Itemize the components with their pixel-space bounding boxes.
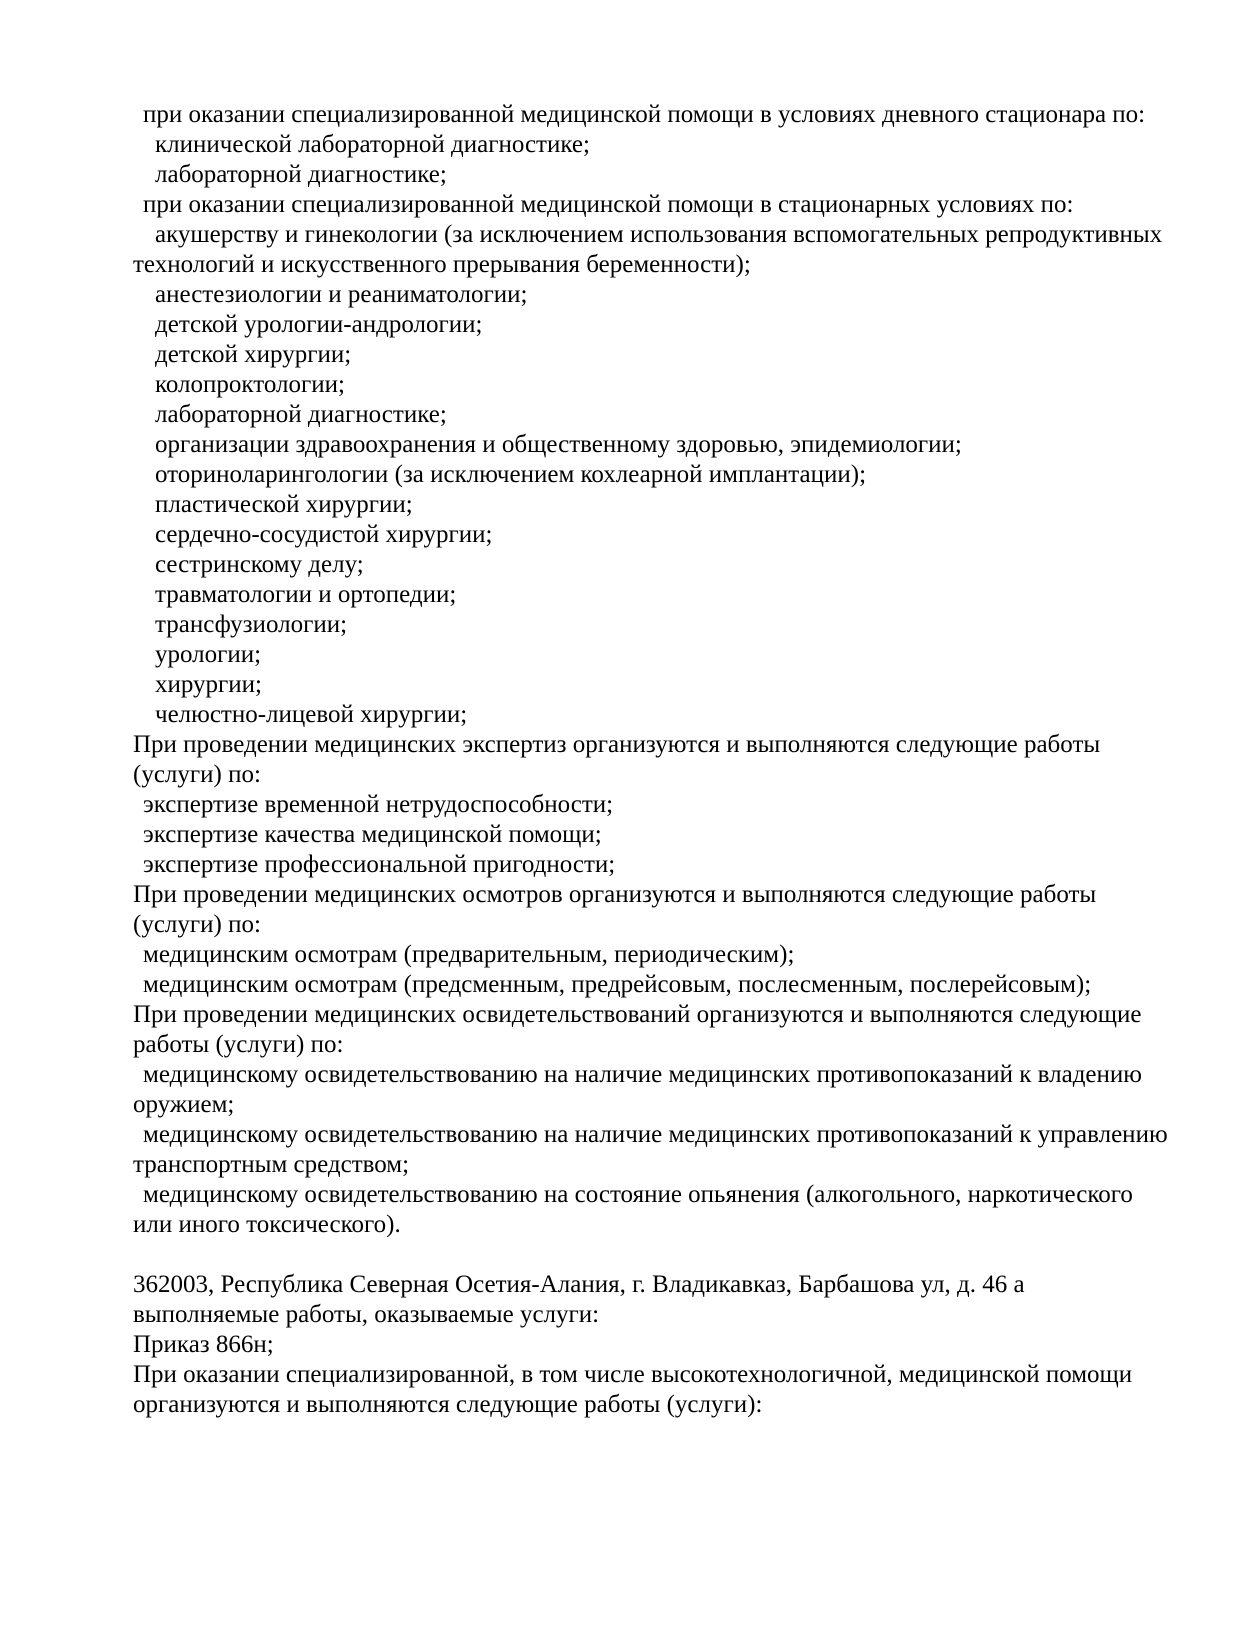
text-line: (услуги) по: bbox=[133, 911, 261, 938]
text-line: при оказании специализированной медицинской помощи в условиях дневного стационара по: bbox=[143, 101, 1146, 128]
text-line: сердечно-сосудистой хирургии; bbox=[155, 521, 493, 548]
text-line: лабораторной диагностике; bbox=[155, 401, 447, 428]
text-line: или иного токсического). bbox=[133, 1211, 401, 1238]
text-line: При проведении медицинских освидетельствований организуются и выполняются следующие bbox=[133, 1001, 1142, 1028]
text-line: 362003, Республика Северная Осетия-Алания, г. Владикавказ, Барбашова ул, д. 46 а bbox=[133, 1271, 1025, 1298]
text-line: экспертизе качества медицинской помощи; bbox=[143, 821, 602, 848]
text-line: оториноларингологии (за исключением кохлеарной имплантации); bbox=[155, 461, 867, 488]
text-line: акушерству и гинекологии (за исключением использования вспомогательных репродуктивных bbox=[155, 221, 1163, 248]
text-line: трансфузиологии; bbox=[155, 611, 348, 638]
text-line: колопроктологии; bbox=[155, 371, 345, 398]
text-line: организации здравоохранения и общественному здоровью, эпидемиологии; bbox=[155, 431, 962, 458]
text-line: медицинскому освидетельствованию на наличие медицинских противопоказаний к владению bbox=[143, 1061, 1142, 1088]
text-line: сестринскому делу; bbox=[155, 551, 364, 578]
text-line: работы (услуги) по: bbox=[133, 1031, 344, 1058]
text-line: при оказании специализированной медицинской помощи в стационарных условиях по: bbox=[143, 191, 1074, 218]
text-line: экспертизе профессиональной пригодности; bbox=[143, 851, 616, 878]
text-line: транспортным средством; bbox=[133, 1151, 410, 1178]
text-line: медицинскому освидетельствованию на наличие медицинских противопоказаний к управлению bbox=[143, 1121, 1168, 1148]
document-text-block bbox=[133, 100, 1168, 1420]
text-line: травматологии и ортопедии; bbox=[155, 581, 457, 608]
text-line: При проведении медицинских осмотров организуются и выполняются следующие работы bbox=[133, 881, 1097, 908]
text-line: выполняемые работы, оказываемые услуги: bbox=[133, 1301, 600, 1328]
text-line: медицинскому освидетельствованию на состояние опьянения (алкогольного, наркотического bbox=[143, 1181, 1133, 1208]
text-line: детской хирургии; bbox=[155, 341, 352, 368]
text-line: челюстно-лицевой хирургии; bbox=[155, 701, 468, 728]
text-line: организуются и выполняются следующие работы (услуги): bbox=[133, 1391, 763, 1418]
text-line: экспертизе временной нетрудоспособности; bbox=[143, 791, 614, 818]
text-line: медицинским осмотрам (предсменным, предрейсовым, послесменным, послерейсовым); bbox=[143, 971, 1092, 998]
text-line: технологий и искусственного прерывания беременности); bbox=[133, 251, 751, 278]
text-line: (услуги) по: bbox=[133, 761, 261, 788]
text-line: хирургии; bbox=[155, 671, 263, 698]
blank-line bbox=[133, 1240, 1133, 1270]
text-line: клинической лабораторной диагностике; bbox=[155, 131, 590, 158]
text-line: медицинским осмотрам (предварительным, периодическим); bbox=[143, 941, 795, 968]
text-line: пластической хирургии; bbox=[155, 491, 413, 518]
text-line: анестезиологии и реаниматологии; bbox=[155, 281, 528, 308]
text-line: При оказании специализированной, в том числе высокотехнологичной, медицинской помощи bbox=[133, 1361, 1133, 1388]
text-line: урологии; bbox=[155, 641, 262, 668]
text-line: оружием; bbox=[133, 1091, 235, 1118]
text-line: детской урологии-андрологии; bbox=[155, 311, 483, 338]
text-line: Приказ 866н; bbox=[133, 1331, 274, 1358]
text-line: При проведении медицинских экспертиз организуются и выполняются следующие работы bbox=[133, 731, 1101, 758]
text-line: лабораторной диагностике; bbox=[155, 161, 447, 188]
